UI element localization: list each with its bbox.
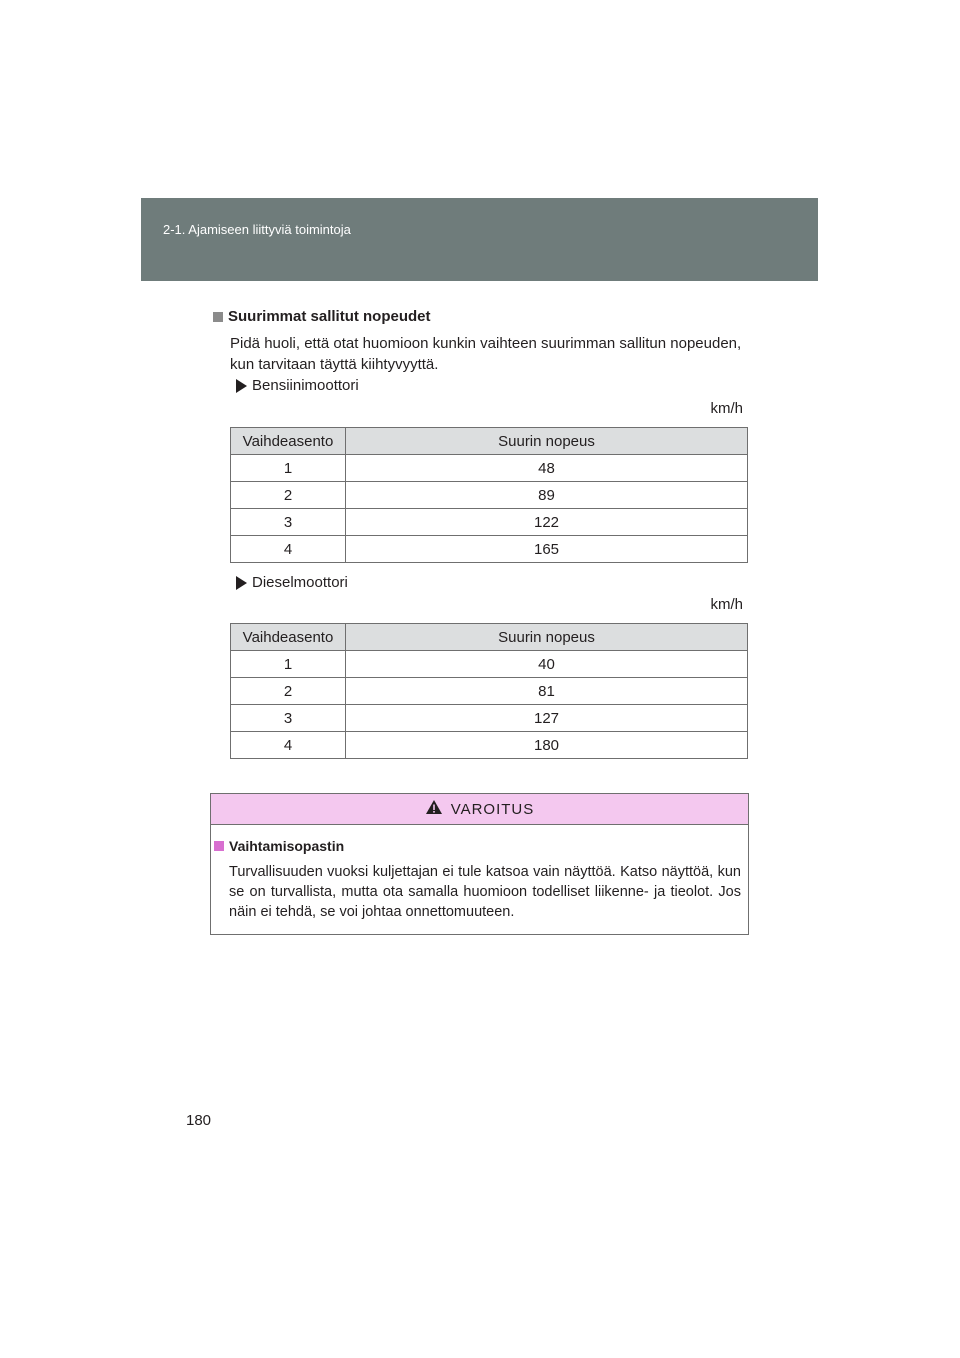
diesel-unit: km/h (710, 596, 743, 613)
gear-cell: 2 (231, 482, 346, 509)
section-header-band (141, 198, 818, 281)
speed-cell: 48 (346, 455, 748, 482)
warning-title: VAROITUS (450, 800, 535, 818)
column-header: Suurin nopeus (346, 624, 748, 651)
square-bullet-icon (214, 841, 224, 851)
petrol-speed-table (230, 427, 748, 563)
column-header: Vaihdeasento (231, 428, 346, 455)
column-header: Suurin nopeus (346, 428, 748, 455)
gear-cell: 1 (231, 455, 346, 482)
diesel-label-text: Dieselmoottori (252, 574, 348, 591)
table-row (231, 732, 748, 759)
speed-cell: 81 (346, 678, 748, 705)
diesel-engine-label (236, 574, 348, 591)
gear-cell: 3 (231, 705, 346, 732)
table-header-row (231, 624, 748, 651)
gear-cell: 2 (231, 678, 346, 705)
petrol-label-text: Bensiinimoottori (252, 377, 359, 394)
column-header: Vaihdeasento (231, 624, 346, 651)
table-header-row (231, 428, 748, 455)
warning-subheading-text: Vaihtamisopastin (229, 838, 345, 854)
gear-cell: 4 (231, 536, 346, 563)
square-bullet-icon (213, 312, 223, 322)
section-heading (213, 308, 431, 325)
intro-paragraph: Pidä huoli, että otat huomioon kunkin vaihteen suurimman sallitun nopeuden, kun tarvitaan täyttä kiihtyvyyttä. (230, 335, 742, 373)
warning-triangle-icon (425, 799, 443, 819)
speed-cell: 89 (346, 482, 748, 509)
speed-cell: 122 (346, 509, 748, 536)
gear-cell: 1 (231, 651, 346, 678)
table-row (231, 482, 748, 509)
page-number: 180 (186, 1112, 212, 1129)
triangle-pointer-icon (236, 576, 247, 590)
warning-body: Turvallisuuden vuoksi kuljettajan ei tule katsoa vain näyttöä. Katso näyttöä, kun se on turvallista, mutta ota samalla huomioon todelliset liikenne- ja tieolot. Jos näin ei tehdä, se voi johtaa onnettomuuteen. (229, 864, 741, 920)
triangle-pointer-icon (236, 379, 247, 393)
speed-cell: 40 (346, 651, 748, 678)
gear-cell: 3 (231, 509, 346, 536)
table-row (231, 536, 748, 563)
warning-box (210, 793, 749, 935)
table-row (231, 651, 748, 678)
gear-cell: 4 (231, 732, 346, 759)
table-row (231, 705, 748, 732)
warning-subheading (214, 838, 344, 854)
heading-text: Suurimmat sallitut nopeudet (228, 308, 431, 325)
table-row (231, 509, 748, 536)
petrol-engine-label (236, 377, 359, 394)
table-row (231, 455, 748, 482)
petrol-unit: km/h (710, 400, 743, 417)
warning-header (211, 794, 748, 825)
table-row (231, 678, 748, 705)
section-title: 2-1. Ajamiseen liittyviä toimintoja (163, 222, 351, 237)
speed-cell: 180 (346, 732, 748, 759)
speed-cell: 165 (346, 536, 748, 563)
diesel-speed-table (230, 623, 748, 759)
speed-cell: 127 (346, 705, 748, 732)
